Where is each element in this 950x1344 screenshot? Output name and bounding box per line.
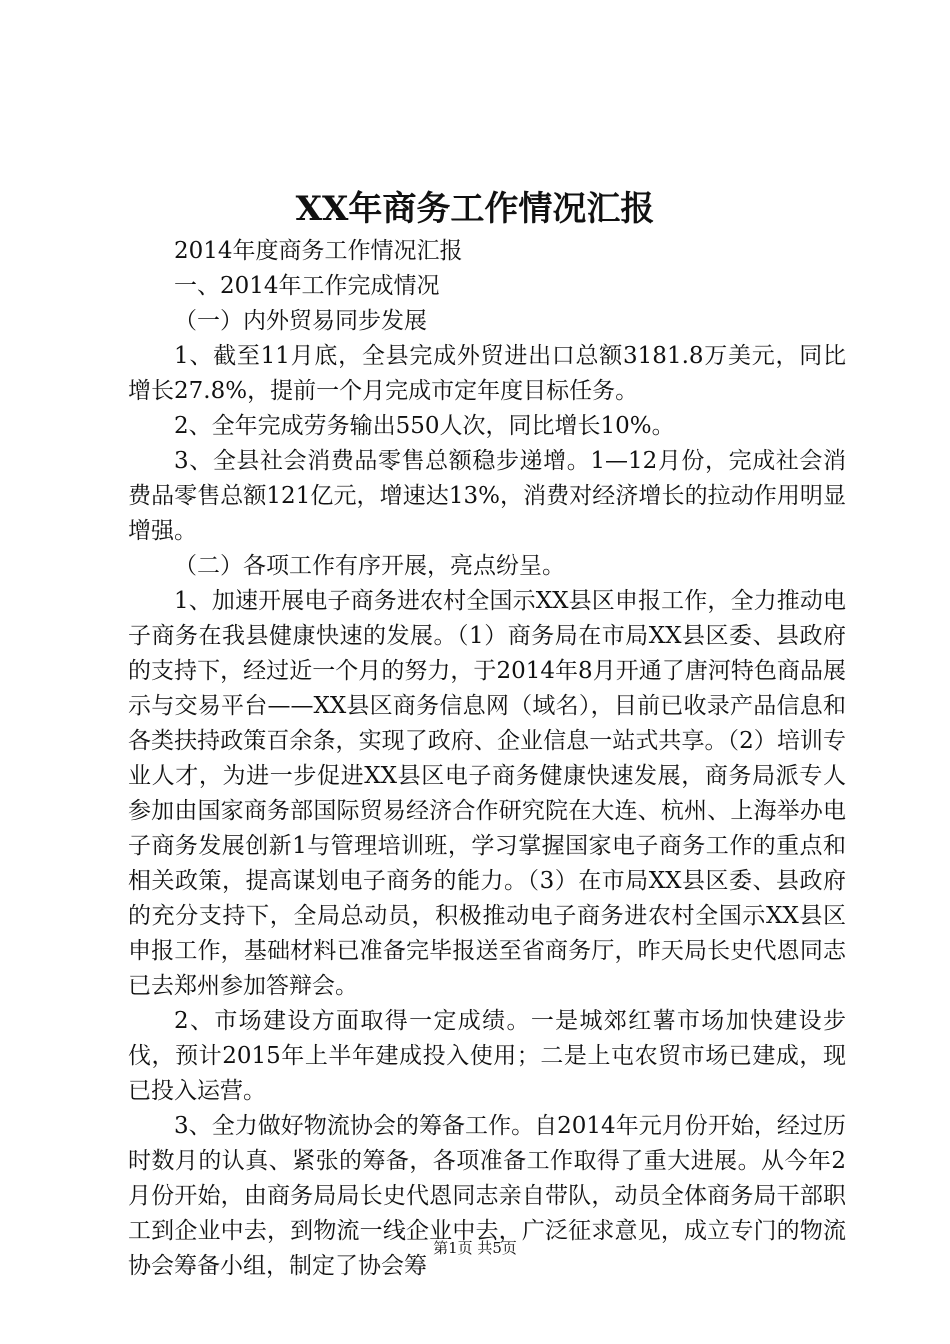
paragraph-logistics: 3、全力做好物流协会的筹备工作。自2014年元月份开始，经过历时数月的认真、紧张的筹备，各项准备工作取得了重大进展。从今年2月份开始，由商务局局长史代恩同志亲自带队，动员全体商务局干部职工到企业中去，到物流一线企业中去，广泛征求意见，成立专门的物流协会筹备小组，制定了协会筹 bbox=[128, 1113, 846, 1279]
paragraph-subsection-heading-2: （二）各项工作有序开展，亮点纷呈。 bbox=[174, 553, 565, 579]
paragraph-ecommerce: 1、加速开展电子商务进农村全国示XX县区申报工作，全力推动电子商务在我县健康快速的发展。（1）商务局在市局XX县区委、县政府的支持下，经过近一个月的努力，于2014年8月开通了唐河特色商品展示与交易平台——XX县区商务信息网（域名），目前已收录产品信息和各类扶持政策百余条，实现了政府、企业信息一站式共享。（2）培训专业人才，为进一步促进XX县区电子商务健康快速发展，商务局派专人参加由国家商务部国际贸易经济合作研究院在大连、杭州、上海举办电子商务发展创新1与管理培训班，学习掌握国家电子商务工作的重点和相关政策，提高谋划电子商务的能力。（3）在市局XX县区委、县政府的充分支持下，全局总动员，积极推动电子商务进农村全国示XX县区申报工作，基础材料已准备完毕报送至省商务厅，昨天局长史代恩同志已去郑州参加答辩会。 bbox=[128, 588, 846, 999]
paragraph-subtitle: 2014年度商务工作情况汇报 bbox=[174, 238, 463, 264]
paragraph-market: 2、市场建设方面取得一定成绩。一是城郊红薯市场加快建设步伐，预计2015年上半年建成投入使用；二是上屯农贸市场已建成，现已投入运营。 bbox=[128, 1008, 846, 1104]
paragraph-section-heading: 一、2014年工作完成情况 bbox=[174, 273, 440, 299]
paragraph-subsection-heading: （一）内外贸易同步发展 bbox=[174, 308, 427, 334]
paragraph-trade: 1、截至11月底，全县完成外贸进出口总额3181.8万美元，同比增长27.8%，提前一个月完成市定年度目标任务。 bbox=[128, 343, 846, 404]
page-footer: 第1页 共5页 bbox=[433, 1239, 517, 1257]
paragraph-consumption: 3、全县社会消费品零售总额稳步递增。1—12月份，完成社会消费品零售总额121亿元，增速达13%，消费对经济增长的拉动作用明显增强。 bbox=[128, 448, 846, 544]
document-body bbox=[128, 234, 846, 1284]
page-title: XX年商务工作情况汇报 bbox=[295, 189, 655, 229]
paragraph-labor: 2、全年完成劳务输出550人次，同比增长10%。 bbox=[174, 413, 675, 439]
